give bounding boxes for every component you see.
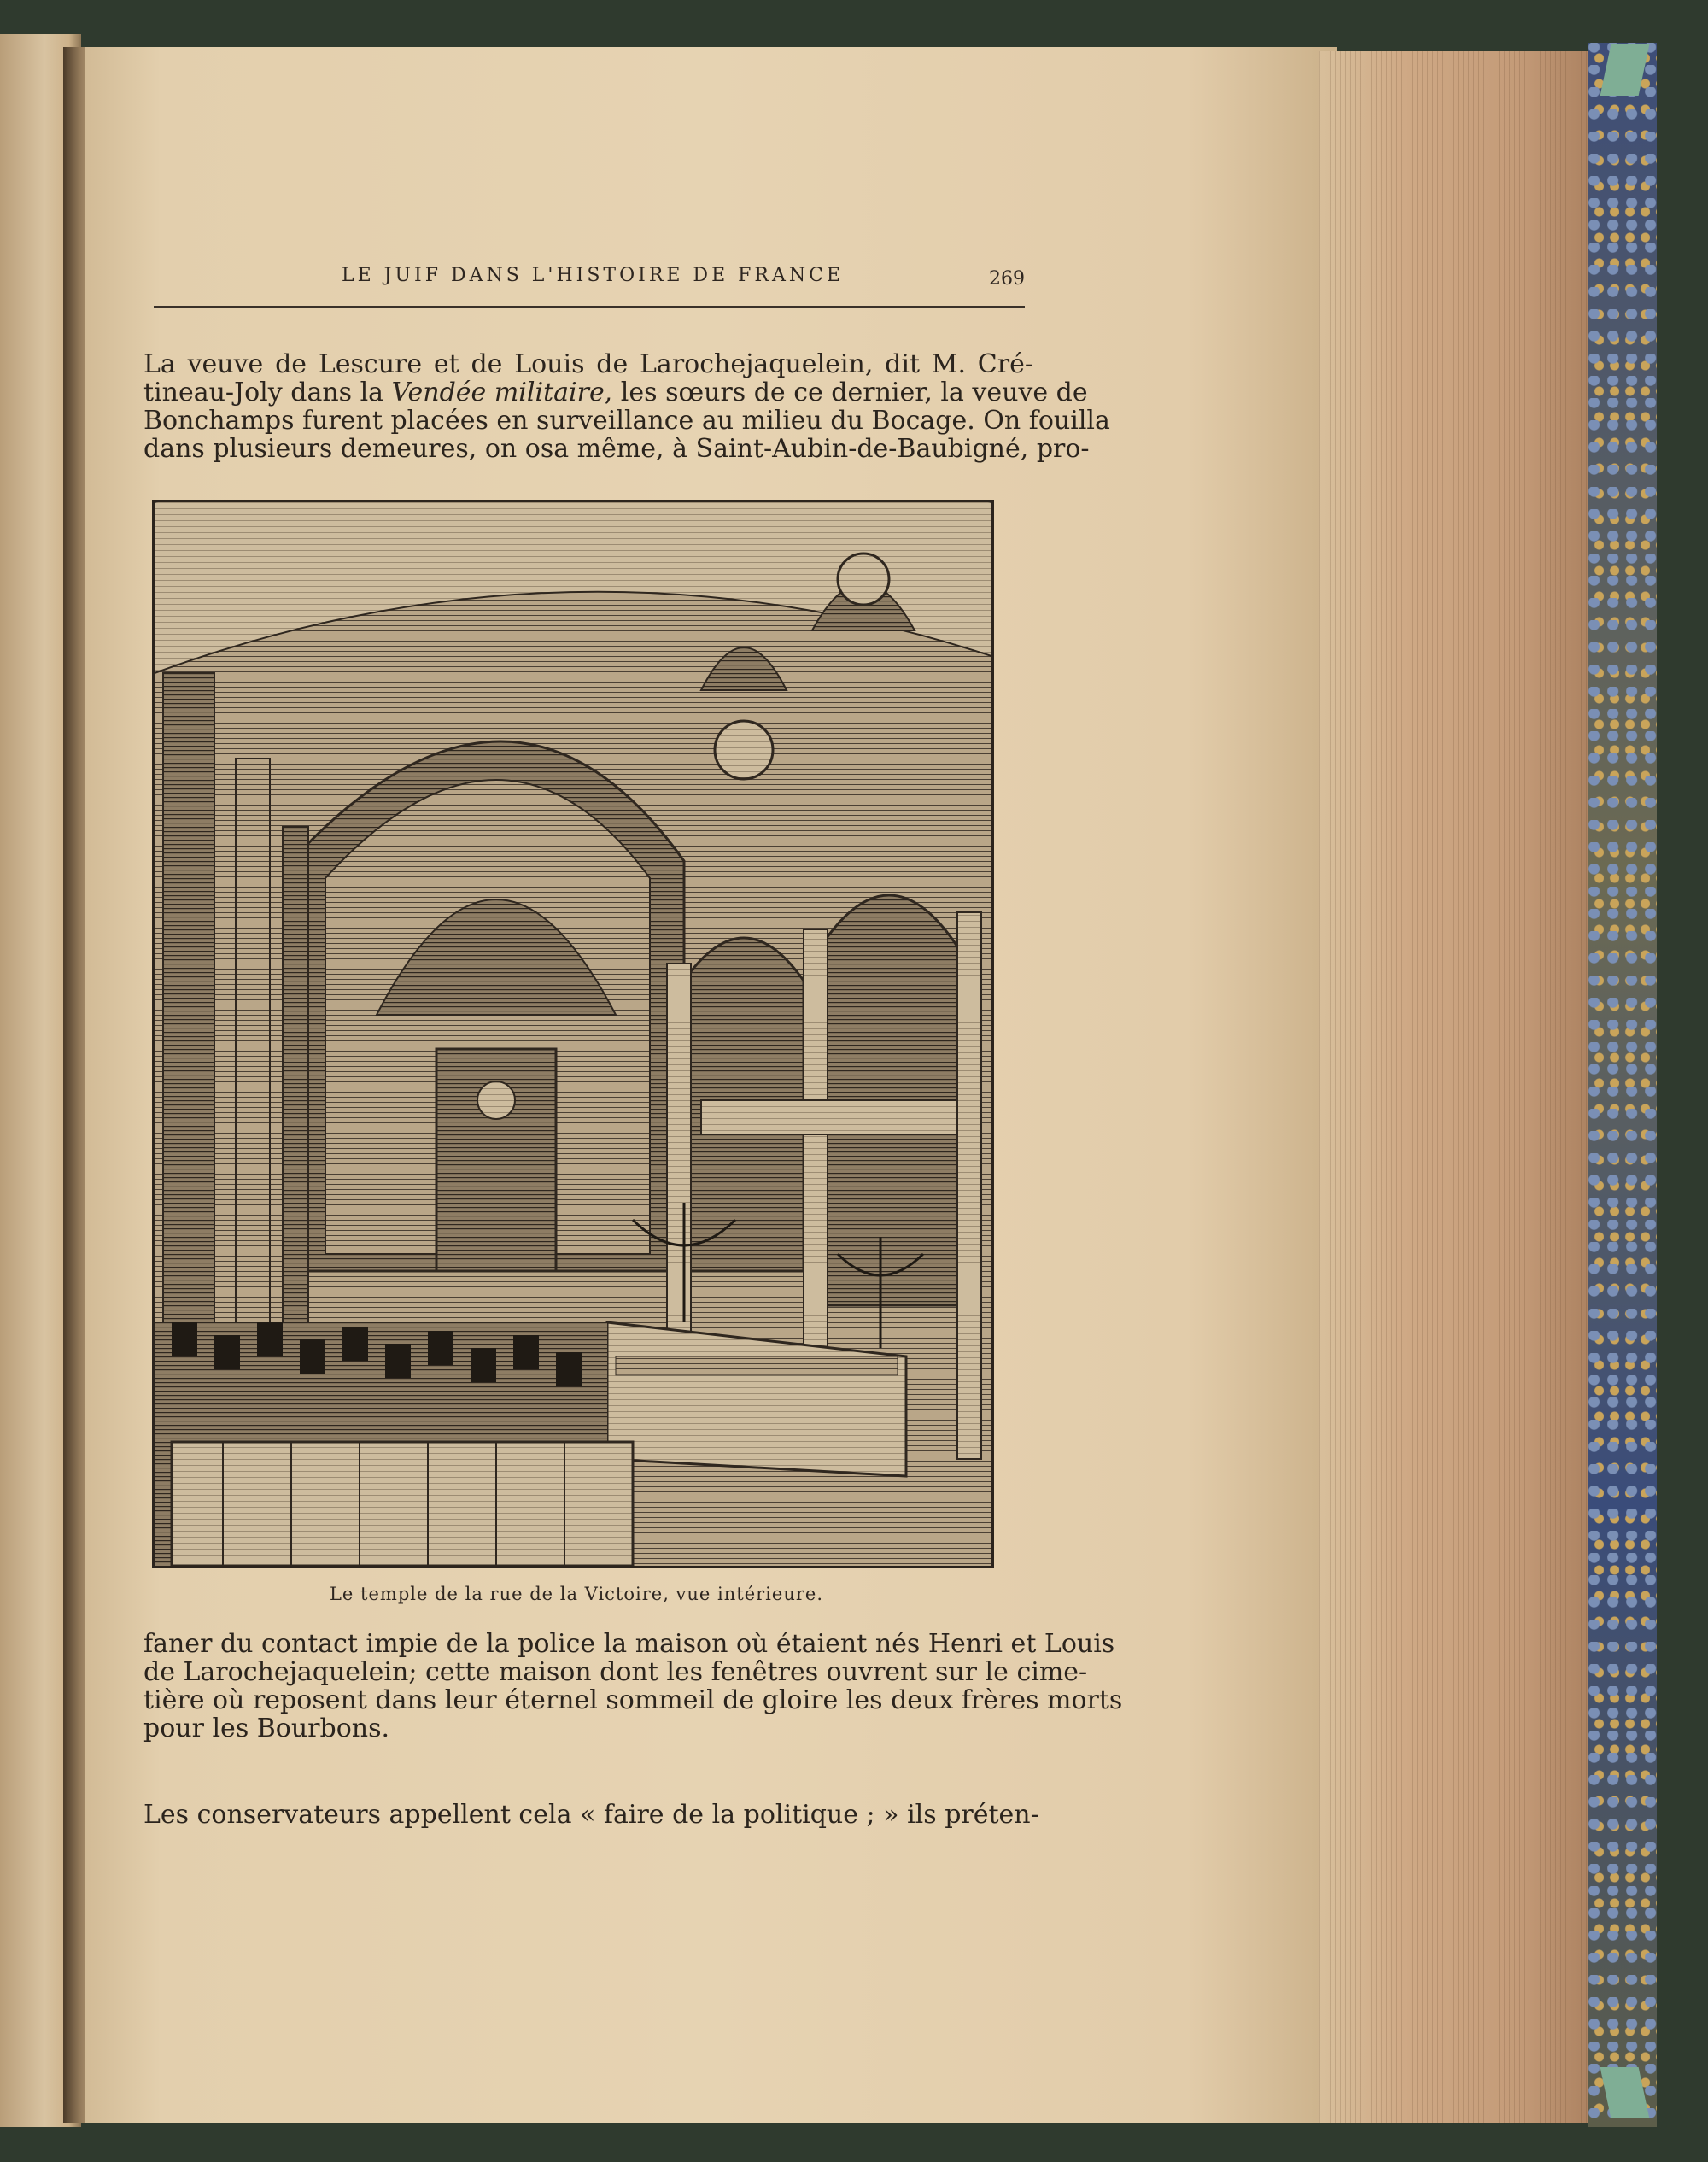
page-number: 269 bbox=[989, 268, 1025, 290]
paragraph-3 bbox=[143, 1800, 1039, 1830]
figure-caption: Le temple de la rue de la Victoire, vue intérieure. bbox=[329, 1584, 823, 1604]
text-line: Les conservateurs appellent cela « faire de la politique ; » ils préten- bbox=[143, 1800, 1039, 1830]
text-fragment: , les sœurs de ce dernier, la veuve de bbox=[604, 378, 1088, 407]
text-line: faner du contact impie de la police la maison où étaient nés Henri et Louis bbox=[143, 1629, 1115, 1659]
text-line: tière où reposent dans leur éternel sommeil de gloire les deux frères morts bbox=[143, 1685, 1123, 1715]
paragraph-2 bbox=[143, 1629, 1123, 1743]
engraving-illustration bbox=[152, 500, 994, 1568]
text-line: Bonchamps furent placées en surveillance au milieu du Bocage. On fouilla bbox=[143, 406, 1110, 436]
italic-title: Vendée militaire bbox=[391, 378, 605, 407]
paragraph-1 bbox=[143, 349, 1110, 464]
marbled-cover bbox=[1588, 43, 1657, 2127]
text-line: pour les Bourbons. bbox=[143, 1714, 390, 1743]
text-line: La veuve de Lescure et de Louis de Larochejaquelein, dit M. Cré- bbox=[143, 349, 1033, 379]
page-edges bbox=[1319, 51, 1601, 2123]
text-line: de Larochejaquelein; cette maison dont les fenêtres ouvrent sur le cime- bbox=[143, 1657, 1088, 1687]
text-line: dans plusieurs demeures, on osa même, à Saint-Aubin-de-Baubigné, pro- bbox=[143, 434, 1090, 464]
engraving-svg bbox=[155, 502, 991, 1566]
text-line bbox=[143, 378, 1088, 407]
text-fragment: tineau-Joly dans la bbox=[143, 378, 392, 407]
running-title: LE JUIF DANS L'HISTOIRE DE FRANCE bbox=[342, 265, 844, 286]
header-rule bbox=[154, 306, 1025, 308]
running-head bbox=[154, 265, 1033, 308]
